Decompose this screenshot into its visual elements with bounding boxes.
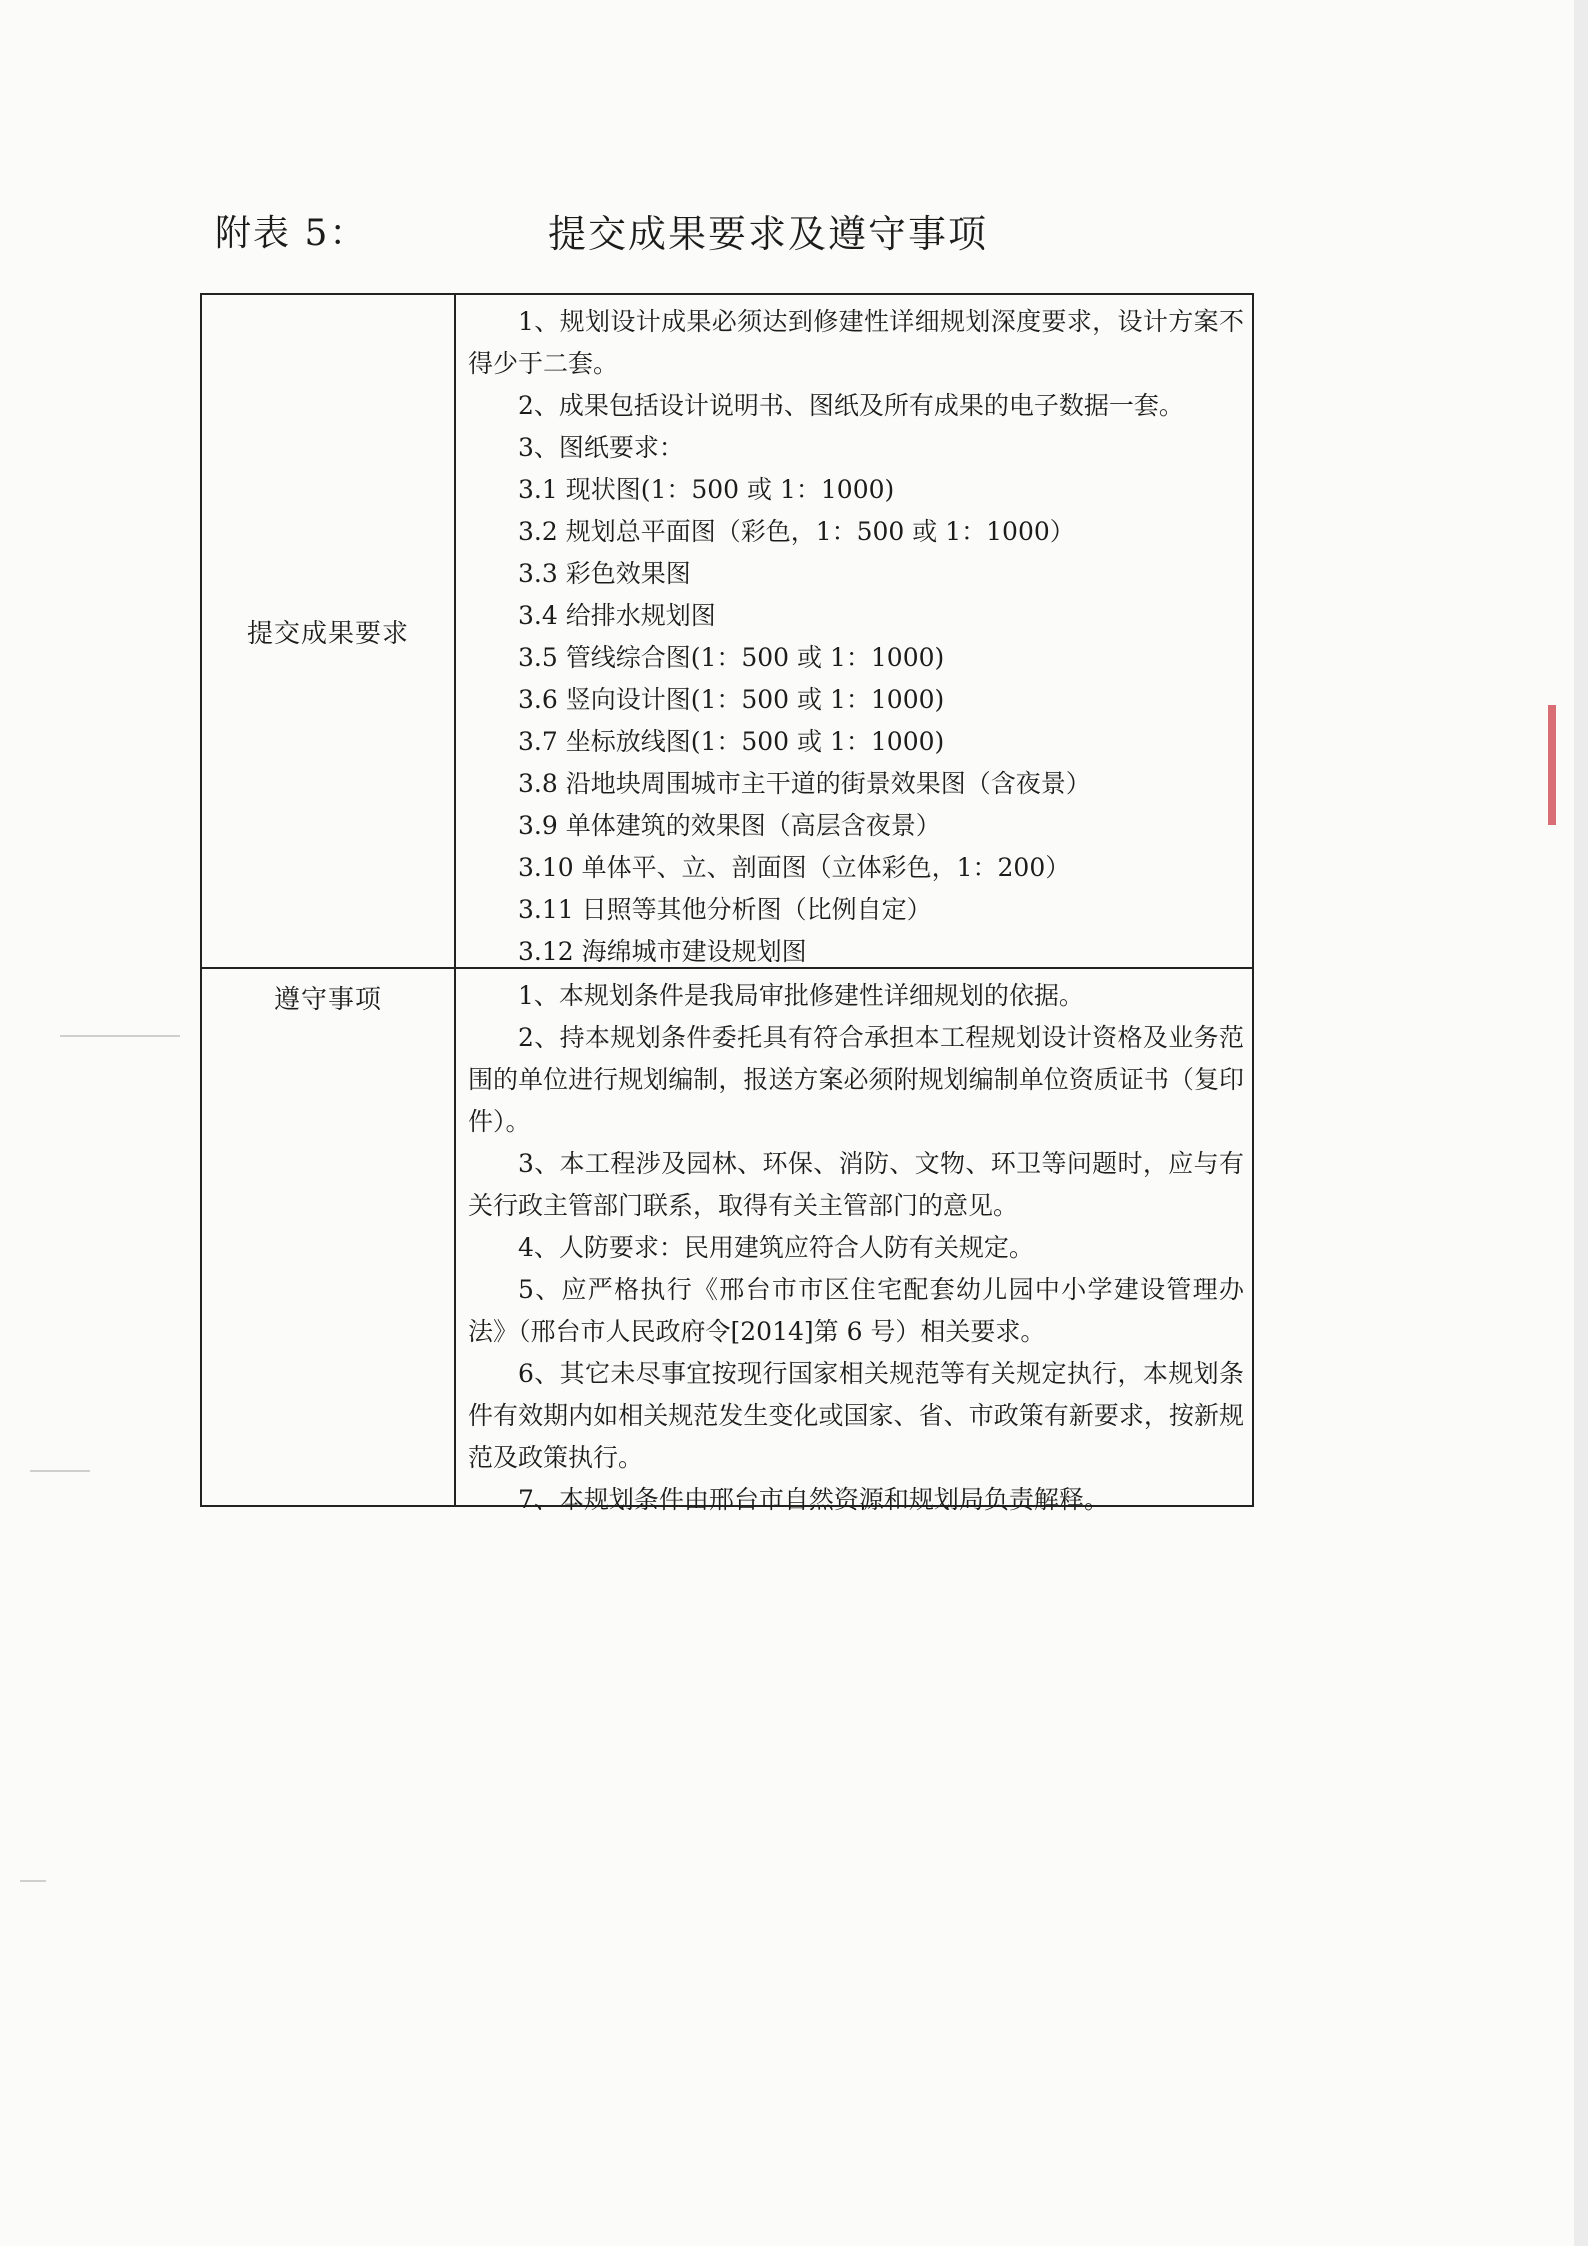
submission-row xyxy=(202,295,1252,969)
compliance-item: 2、持本规划条件委托具有符合承担本工程规划设计资格及业务范围的单位进行规划编制，报送方案必须附规划编制单位资质证书（复印件）。 xyxy=(468,1023,1244,1136)
compliance-label: 遵守事项 xyxy=(202,969,456,1505)
submission-item: 3.10 单体平、立、剖面图（立体彩色，1：200） xyxy=(518,853,1071,882)
submission-item: 3.12 海绵城市建设规划图 xyxy=(518,937,807,966)
requirements-table xyxy=(200,293,1254,1514)
scan-edge-shadow xyxy=(1574,0,1588,2246)
submission-item: 1、规划设计成果必须达到修建性详细规划深度要求，设计方案不得少于二套。 xyxy=(468,307,1244,378)
submission-item: 3.2 规划总平面图（彩色，1：500 或 1：1000） xyxy=(518,517,1075,546)
submission-item: 3.7 坐标放线图(1：500 或 1：1000) xyxy=(518,727,945,756)
submission-item: 3.11 日照等其他分析图（比例自定） xyxy=(518,895,932,924)
scan-red-mark xyxy=(1548,705,1556,825)
submission-content xyxy=(456,295,1252,967)
scan-speck xyxy=(30,1470,90,1472)
submission-item: 3、图纸要求： xyxy=(518,433,684,462)
compliance-item: 3、本工程涉及园林、环保、消防、文物、环卫等问题时，应与有关行政主管部门联系，取得有关主管部门的意见。 xyxy=(468,1149,1244,1220)
compliance-content xyxy=(456,969,1252,1514)
submission-label: 提交成果要求 xyxy=(202,295,456,967)
submission-item: 3.9 单体建筑的效果图（高层含夜景） xyxy=(518,811,941,840)
scan-speck xyxy=(20,1880,46,1882)
compliance-item: 7、本规划条件由邢台市自然资源和规划局负责解释。 xyxy=(518,1485,1109,1514)
submission-item: 3.6 竖向设计图(1：500 或 1：1000) xyxy=(518,685,945,714)
appendix-label: 附表 5： xyxy=(215,213,368,254)
submission-item: 3.5 管线综合图(1：500 或 1：1000) xyxy=(518,643,945,672)
submission-item: 3.3 彩色效果图 xyxy=(518,559,691,588)
scan-speck xyxy=(60,1035,180,1037)
compliance-row xyxy=(202,969,1252,1514)
compliance-item: 5、应严格执行《邢台市市区住宅配套幼儿园中小学建设管理办法》（邢台市人民政府令[2014]第 6 号）相关要求。 xyxy=(468,1275,1244,1346)
submission-item: 2、成果包括设计说明书、图纸及所有成果的电子数据一套。 xyxy=(518,391,1184,420)
compliance-item: 6、其它未尽事宜按现行国家相关规范等有关规定执行，本规划条件有效期内如相关规范发生变化或国家、省、市政策有新要求，按新规范及政策执行。 xyxy=(468,1359,1244,1472)
compliance-item: 1、本规划条件是我局审批修建性详细规划的依据。 xyxy=(518,981,1084,1010)
submission-item: 3.4 给排水规划图 xyxy=(518,601,716,630)
page-title: 提交成果要求及遵守事项 xyxy=(548,212,989,256)
submission-item: 3.8 沿地块周围城市主干道的街景效果图（含夜景） xyxy=(518,769,1091,798)
compliance-item: 4、人防要求：民用建筑应符合人防有关规定。 xyxy=(518,1233,1034,1262)
submission-item: 3.1 现状图(1：500 或 1：1000) xyxy=(518,475,895,504)
